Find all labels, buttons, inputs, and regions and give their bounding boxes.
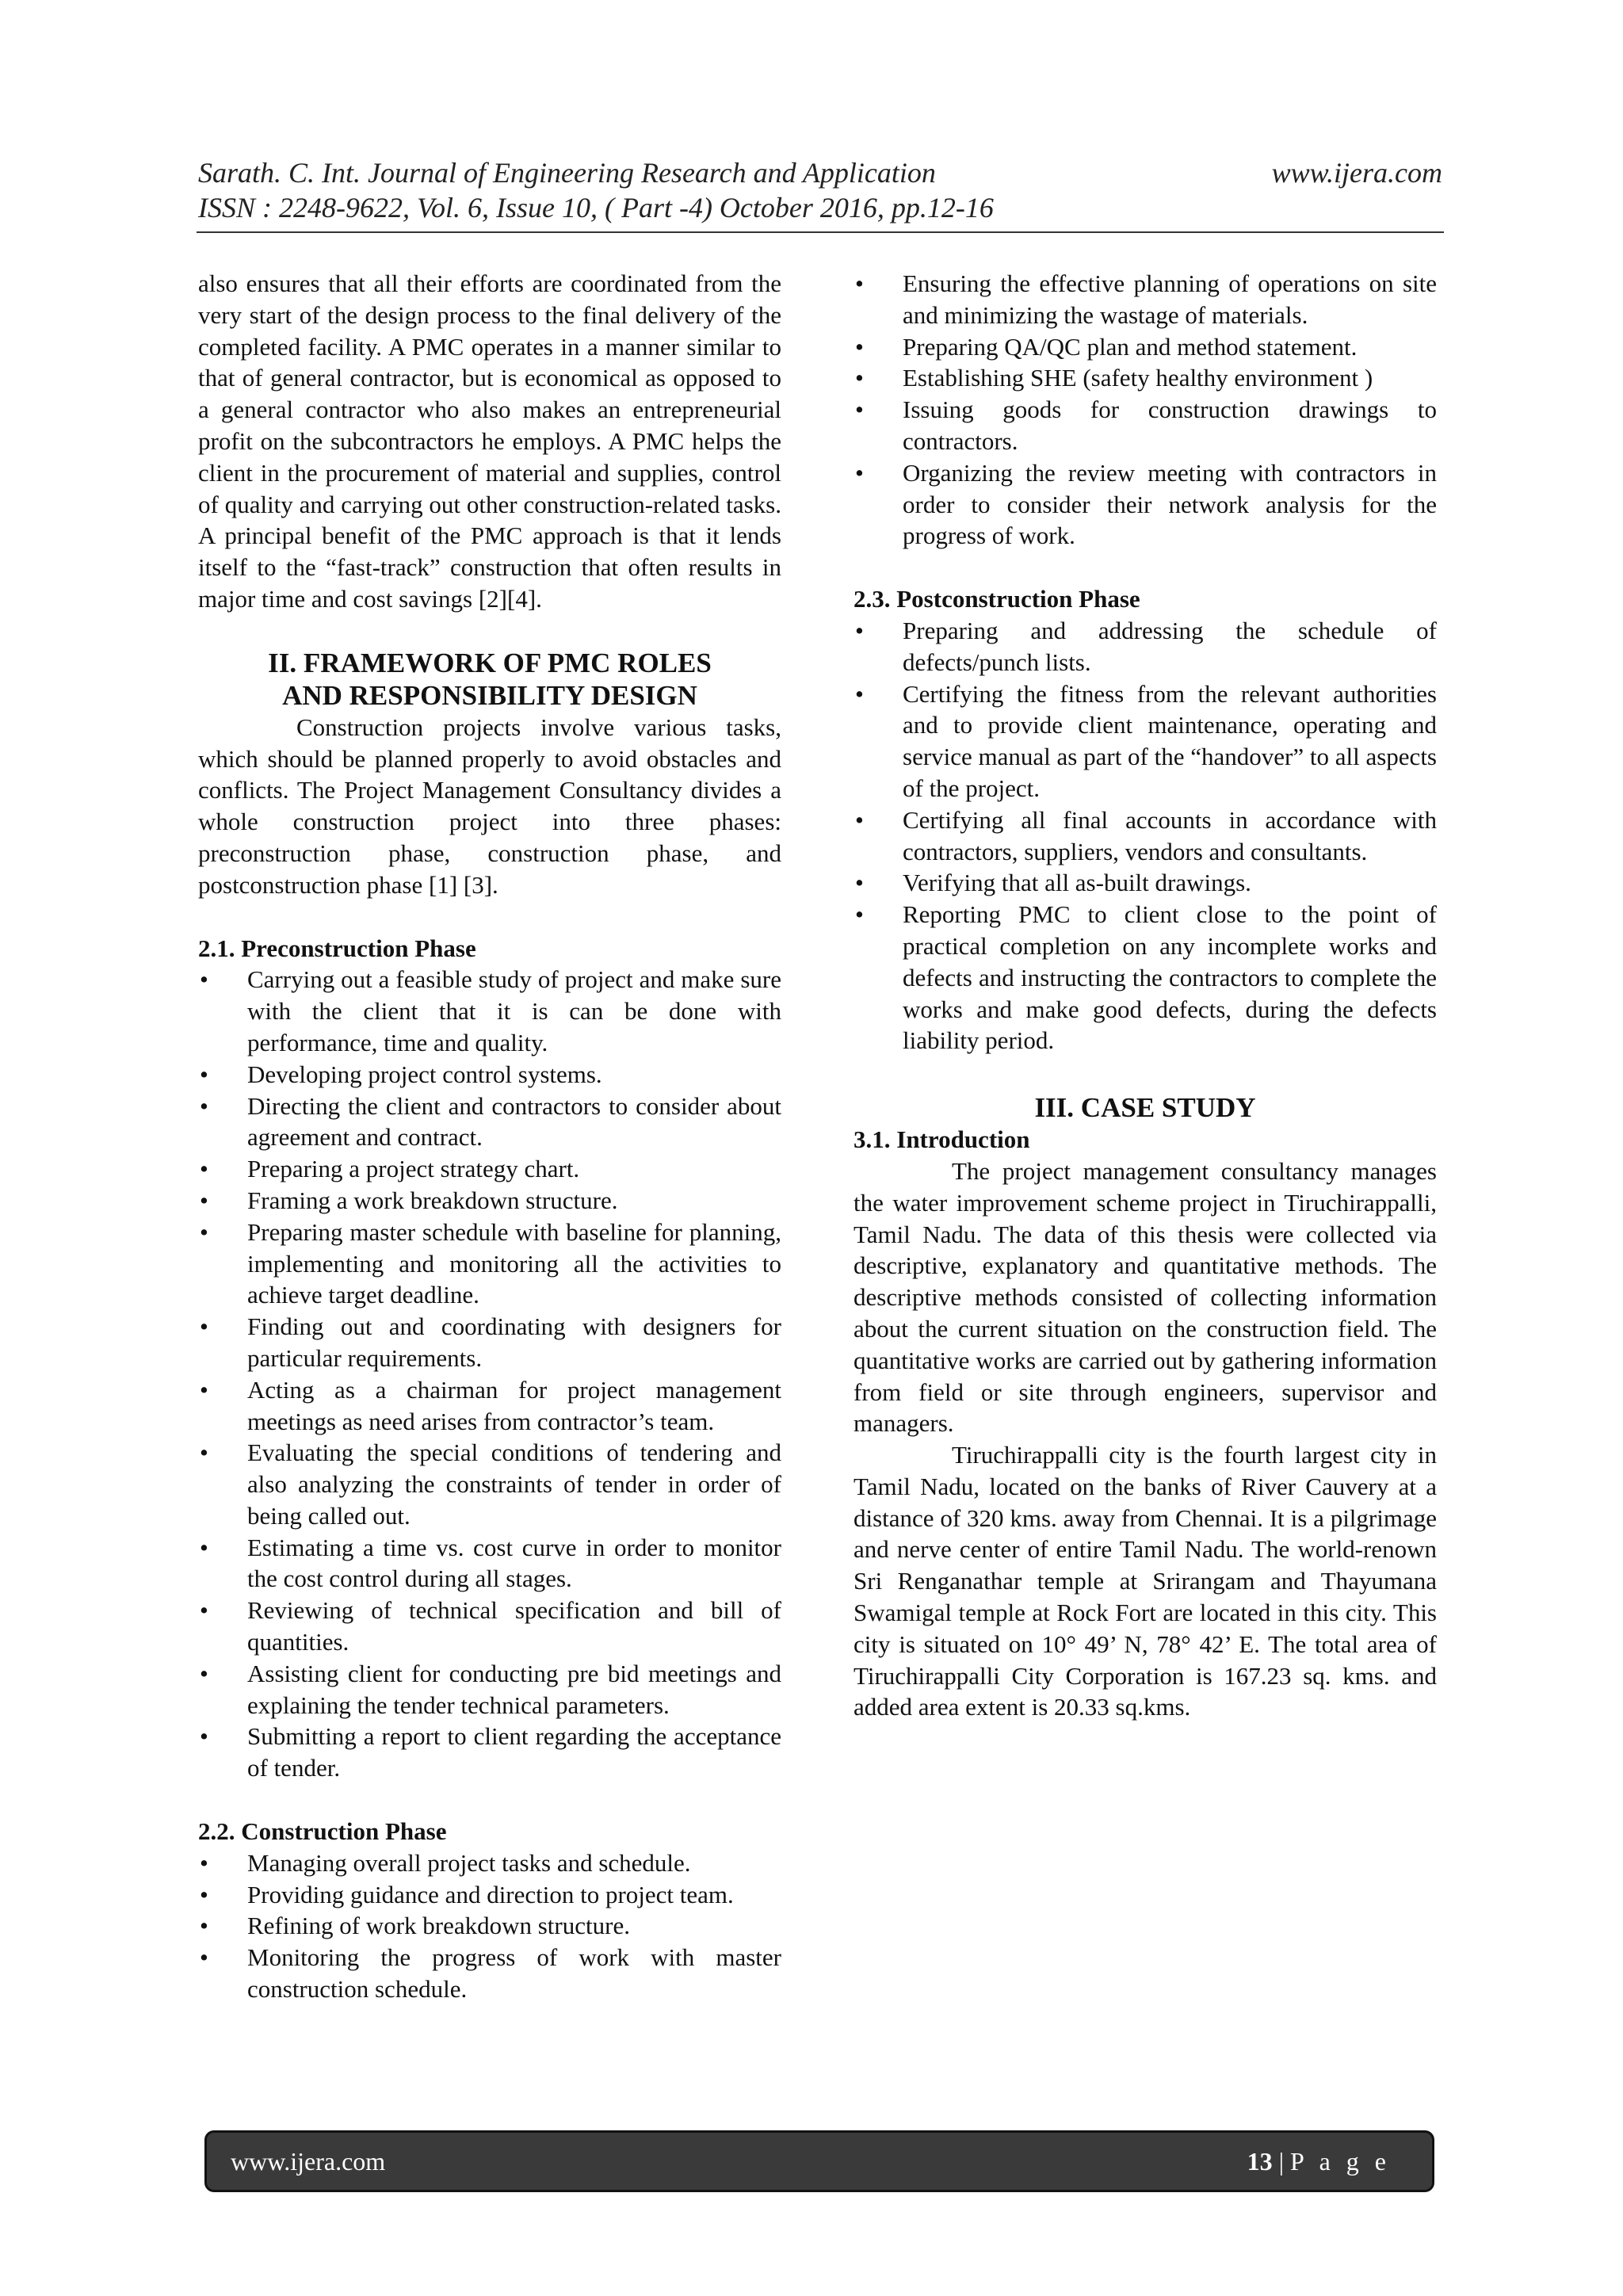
preconstruction-list: [198, 964, 781, 1784]
list-item: • Certifying all final accounts in accordance with contractors, suppliers, vendors and consultants.: [854, 804, 1437, 868]
subsection-2-2-title: 2.2. Construction Phase: [198, 1817, 447, 1846]
list-item: • Assisting client for conducting pre bid meetings and explaining the tender technical parameters.: [198, 1658, 781, 1721]
construction-list: [198, 1847, 781, 2005]
intro-paragraph: also ensures that all their efforts are coordinated from the very start of the design process to the final delivery of the completed facility. A PMC operates in a manner similar to that of general contractor, but is economical as opposed to a general contractor who also makes an entrepreneurial profit on the subcontractors he employs. A PMC helps the client in the procurement of material and supplies, control of quality and carrying out other construction-related tasks. A principal benefit of the PMC approach is that it lends itself to the “fast-track” construction that often results in major time and cost savings [2][4].: [198, 269, 781, 613]
list-item: • Ensuring the effective planning of operations on site and minimizing the wastage of materials.: [854, 268, 1437, 331]
list-item: • Establishing SHE (safety healthy environment ): [854, 362, 1437, 394]
list-item: • Verifying that all as-built drawings.: [854, 867, 1437, 899]
list-item: • Managing overall project tasks and schedule.: [198, 1847, 781, 1879]
left-column: [198, 268, 781, 2005]
list-item: • Organizing the review meeting with contractors in order to consider their network analysis for the progress of work.: [854, 457, 1437, 552]
right-column: [854, 268, 1437, 1723]
list-item: • Reviewing of technical specification and bill of quantities.: [198, 1595, 781, 1658]
page-separator: |: [1272, 2146, 1290, 2176]
list-item: • Issuing goods for construction drawings to contractors.: [854, 394, 1437, 457]
page-number: [1247, 2147, 1391, 2176]
list-item: • Estimating a time vs. cost curve in order to monitor the cost control during all stages.: [198, 1532, 781, 1595]
list-item: • Providing guidance and direction to project team.: [198, 1879, 781, 1911]
list-item: • Reporting PMC to client close to the point of practical completion on any incomplete works and defects and instructing the contractors to complete the works and make good defects, during the defects liability period.: [854, 899, 1437, 1056]
footer-website[interactable]: www.ijera.com: [231, 2146, 386, 2176]
list-item: • Preparing and addressing the schedule of defects/punch lists.: [854, 615, 1437, 678]
introduction-paragraph-1: The project management consultancy manages the water improvement scheme project in Tiruchirappalli, Tamil Nadu. The data of this thesis were collected via descriptive, explanatory and quantitative methods. The descriptive methods consisted of collecting information about the current situation on the construction field. The quantitative works are carried out by gathering information from field or site through engineers, supervisor and managers.: [854, 1156, 1437, 1438]
list-item: • Monitoring the progress of work with master construction schedule.: [198, 1942, 781, 2005]
list-item: • Developing project control systems.: [198, 1059, 781, 1091]
list-item: • Preparing QA/QC plan and method statement.: [854, 331, 1437, 363]
page-footer: [204, 2130, 1434, 2192]
list-item: • Directing the client and contractors to consider about agreement and contract.: [198, 1091, 781, 1154]
page-number-value: 13: [1247, 2146, 1273, 2176]
construction-list-continued: [854, 268, 1437, 552]
list-item: • Preparing a project strategy chart.: [198, 1153, 781, 1185]
section-2-paragraph: Construction projects involve various tasks, which should be planned properly to avoid obstacles and conflicts. The Project Management Consultancy divides a whole construction project into three phases: preconstruction phase, construction phase, and postconstruction phase [1] [3].: [198, 712, 781, 899]
header-divider: [197, 231, 1444, 233]
list-item: • Finding out and coordinating with designers for particular requirements.: [198, 1311, 781, 1374]
introduction-paragraph-2: Tiruchirappalli city is the fourth largest city in Tamil Nadu, located on the banks of River Cauvery at a distance of 320 kms. away from Chennai. It is a pilgrimage and nerve center of entire Tamil Nadu. The world-renown Sri Renganathar temple at Srirangam and Thayumana Swamigal temple at Rock Fort are located in this city. This city is situated on 10° 49’ N, 78° 42’ E. The total area of Tiruchirappalli City Corporation is 167.23 sq. kms. and added area extent is 20.33 sq.kms.: [854, 1441, 1437, 1721]
subsection-2-3-title: 2.3. Postconstruction Phase: [854, 585, 1140, 613]
postconstruction-list: [854, 615, 1437, 1056]
subsection-3-1-title: 3.1. Introduction: [854, 1125, 1030, 1154]
section-3-title: III. CASE STUDY: [1034, 1092, 1256, 1124]
list-item: • Acting as a chairman for project management meetings as need arises from contractor’s team.: [198, 1374, 781, 1438]
page-header: [198, 155, 1442, 225]
list-item: • Carrying out a feasible study of project and make sure with the client that it is can be done with performance, time and quality.: [198, 964, 781, 1058]
journal-website[interactable]: www.ijera.com: [1271, 157, 1442, 189]
list-item: • Evaluating the special conditions of tendering and also analyzing the constraints of tender in order of being called out.: [198, 1437, 781, 1531]
page-label: P a g e: [1289, 2146, 1391, 2176]
list-item: • Refining of work breakdown structure.: [198, 1910, 781, 1942]
issn-line: ISSN : 2248-9622, Vol. 6, Issue 10, ( Part -4) October 2016, pp.12-16: [198, 192, 994, 223]
list-item: • Submitting a report to client regarding the acceptance of tender.: [198, 1721, 781, 1784]
list-item: • Framing a work breakdown structure.: [198, 1185, 781, 1217]
list-item: • Certifying the fitness from the relevant authorities and to provide client maintenance, operating and service manual as part of the “handover” to all aspects of the project.: [854, 678, 1437, 804]
section-2-title-line2: AND RESPONSIBILITY DESIGN: [282, 679, 697, 711]
journal-citation: Sarath. C. Int. Journal of Engineering Research and Application: [198, 157, 936, 189]
list-item: • Preparing master schedule with baseline for planning, implementing and monitoring all the activities to achieve target deadline.: [198, 1217, 781, 1311]
subsection-2-1-title: 2.1. Preconstruction Phase: [198, 934, 476, 962]
section-2-title-line1: II. FRAMEWORK OF PMC ROLES: [268, 647, 712, 678]
